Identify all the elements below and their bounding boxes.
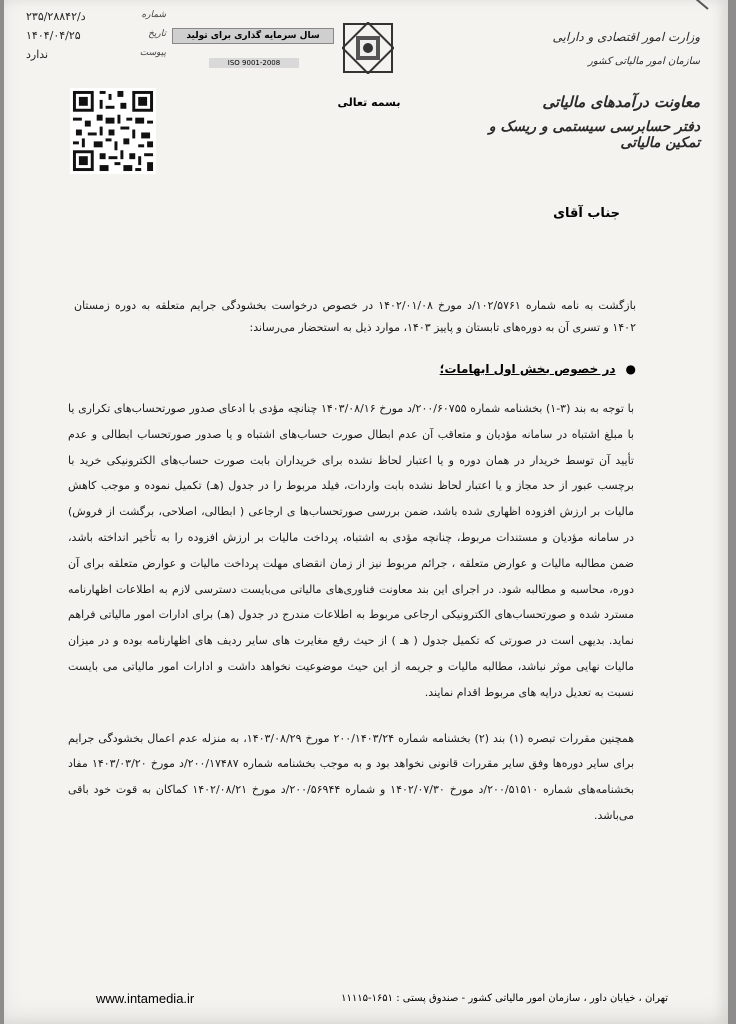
iso-label: ISO 9001-2008 xyxy=(209,58,299,68)
date-value: ۱۴۰۴/۰۴/۲۵ xyxy=(26,29,81,42)
date-label: تاریخ xyxy=(148,29,166,39)
section-heading-text: در خصوص بخش اول ابهامات؛ xyxy=(439,362,616,376)
number-row xyxy=(26,10,166,29)
date-row xyxy=(26,29,166,48)
attachment-value: ندارد xyxy=(26,48,49,61)
section-heading xyxy=(440,362,636,376)
deputy-name: معاونت درآمدهای مالیاتی xyxy=(542,93,700,111)
bullet-icon: ● xyxy=(625,362,636,376)
attachment-label: پیوست xyxy=(139,48,166,58)
letter-footer xyxy=(96,988,668,1008)
ministry-name: وزارت امور اقتصادی و دارایی xyxy=(552,30,700,44)
attachment-row xyxy=(26,48,166,67)
emblem-icon xyxy=(342,22,394,74)
footer-address: تهران ، خیابان داور ، سازمان امور مالیاتی کشور - صندوق پستی : ۱۶۵۱-۱۱۱۱۵ xyxy=(341,992,668,1004)
body-paragraph-1: با توجه به بند (۳-۱) بخشنامه شماره ۲۰۰/۶۰۷۵۵/د مورخ ۱۴۰۳/۰۸/۱۶ چنانچه مؤدی با ادعای صدور صورتحساب‌های تکراری یا با مبلغ اشتباه در سامانه مؤدیان و متعاقب آن عدم ابطال صورت حساب‌های اشتباه و یا صدور صورتحساب ابطالی و عدم تأیید آن توسط خریدار در همان دوره و یا اعتبار لحاظ نشده برای خریداران بابت صورت حساب‌های الکترونیکی خرید با برچسب عبور از حد مجاز و یا اعتبار لحاظ نشده بابت واردات، فیلد مربوط را در جدول (هـ) تکمیل نموده و موجب کاهش مالیات بر ارزش افزوده اظهاری شده باشد، ضمن بررسی صورتحساب‌ها ی ارجاعی ( ابطالی، اصلاحی، برگشت از فروش) در سامانه مؤدیان و مستندات مربوط، چنانچه مؤدی به اشتباه، پرداخت مالیات بر ارزش افزوده را به تأخیر انداخته باشد، ضمن مطالبه مالیات و عوارض متعلقه ، جرائم مربوط نیز از زمان انقضای مهلت پرداخت مالیات و عوارض متعلقه برای آن دوره، محاسبه و مطالبه شود. در اجرای این بند معاونت فناوری‌های مالیاتی می‌بایست دسترسی لازم به اطلاعات اظهارنامه مسترد شده و صورتحساب‌های الکترونیکی ارجاعی مربوط به اطلاعات مندرج در جدول (هـ) برای ادارات امور مالیاتی فراهم نماید. بدیهی است در صورتی که تکمیل جدول ( هـ ) از حیث رفع مغایرت های سایر ردیف های اظهارنامه بوده و در میزان مالیات نهایی موثر نباشد، مطالبه مالیات و جریمه از این حیث موضوعیت نخواهد داشت و ادارات امور مالیاتی می بایست نسبت به تعدیل درایه های مربوط اقدام نمایند. xyxy=(68,402,635,699)
letterhead xyxy=(470,30,700,151)
salutation: جناب آقای xyxy=(553,206,620,221)
letter-body xyxy=(68,396,634,849)
number-value: د/۲۳۵/۲۸۸۴۲ xyxy=(26,10,86,23)
year-slogan-banner: سال سرمایه گذاری برای تولید xyxy=(172,28,334,44)
corner-line xyxy=(677,0,709,10)
footer-website: www.intamedia.ir xyxy=(96,990,195,1006)
number-label: شماره xyxy=(141,10,166,20)
body-paragraph-2: همچنین مقررات تبصره (۱) بند (۲) بخشنامه شماره ۲۰۰/۱۴۰۳/۲۴ مورخ ۱۴۰۳/۰۸/۲۹، به منزله عدم اعمال بخشودگی جرایم برای سایر دوره‌ها وفق سایر مقررات قانونی نخواهد بود و به موجب بخشنامه شماره ۲۰۰/۱۷۴۸۷/د مورخ ۱۴۰۳/۰۳/۲۰ مفاد بخشنامه‌های شماره ۲۰۰/۵۱۵۱۰/د مورخ ۱۴۰۲/۰۷/۳۰ و شماره ۲۰۰/۵۶۹۴۴/د مورخ ۱۴۰۲/۰۸/۲۱ کماکان به قوت خود باقی می‌باشد. xyxy=(68,731,635,822)
intro-paragraph: بازگشت به نامه شماره ۱۰۲/۵۷۶۱/د مورخ ۱۴۰۲/۰۱/۰۸ در خصوص درخواست بخشودگی جرایم متعلقه به دوره زمستان ۱۴۰۲ و تسری آن به دوره‌های تابستان و پاییز ۱۴۰۳، موارد ذیل به استحضار می‌رساند: xyxy=(74,299,637,334)
bismillah-heading: بسمه تعالی xyxy=(337,96,401,109)
letter-page xyxy=(4,0,728,1024)
qr-code xyxy=(70,88,156,174)
office-name: دفتر حسابرسی سیستمی و ریسک و تمکین مالیاتی xyxy=(488,119,700,151)
letter-metadata xyxy=(26,10,166,67)
organization-name: سازمان امور مالیاتی کشور xyxy=(588,56,700,67)
